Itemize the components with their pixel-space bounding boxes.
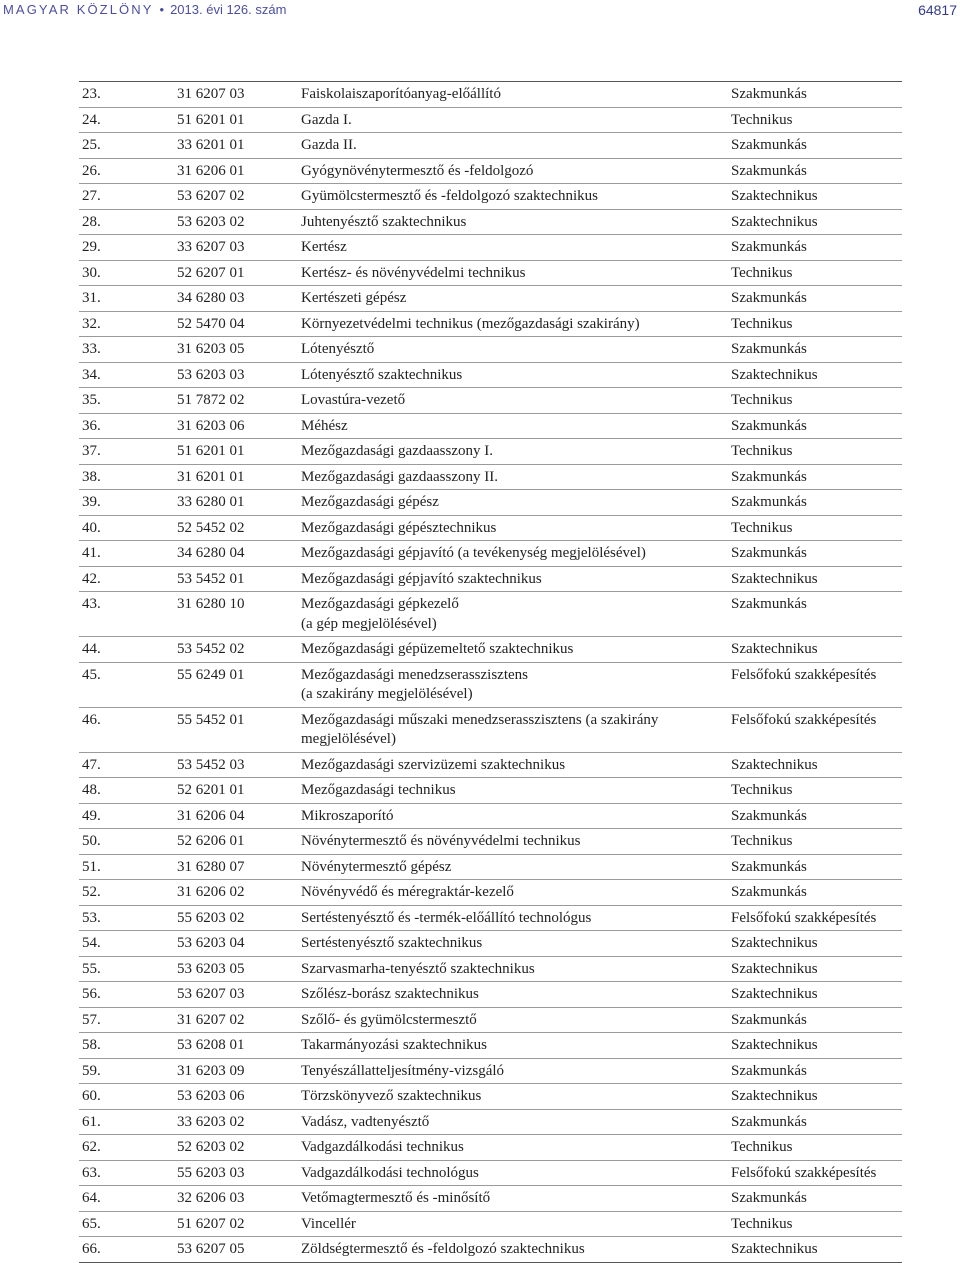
qualification-code: 53 5452 03 (174, 752, 298, 778)
qualification-code: 53 6207 02 (174, 184, 298, 210)
qualification-level: Szakmunkás (728, 880, 902, 906)
qualification-name-line: Növénytermesztő és növényvédelmi technikus (301, 833, 581, 849)
qualification-name-line: Környezetvédelmi technikus (mezőgazdasági szakirány) (301, 315, 640, 332)
qualification-code: 32 6206 03 (174, 1186, 298, 1212)
qualification-name-line: Sertéstenyésztő szaktechnikus (301, 935, 483, 951)
qualification-code: 31 6280 07 (174, 854, 298, 880)
row-number: 23. (79, 82, 174, 108)
qualification-code: 31 6203 05 (174, 337, 298, 363)
row-number: 60. (79, 1084, 174, 1110)
qualification-code: 31 6206 04 (174, 803, 298, 829)
qualification-name (298, 209, 728, 235)
qualification-name-line: Mezőgazdasági műszaki menedzserasszisztens (a szakirány (301, 711, 659, 728)
qualification-name (298, 1160, 728, 1186)
table-row (79, 413, 902, 439)
qualification-code: 31 6206 01 (174, 158, 298, 184)
qualification-name (298, 413, 728, 439)
qualification-level: Szaktechnikus (728, 184, 902, 210)
qualification-code: 52 6207 01 (174, 260, 298, 286)
row-number: 41. (79, 541, 174, 567)
qualification-name-line: Vadgazdálkodási technológus (301, 1164, 479, 1181)
row-number: 25. (79, 133, 174, 159)
qualification-code: 52 5470 04 (174, 311, 298, 337)
qualification-name (298, 752, 728, 778)
qualification-name (298, 778, 728, 804)
qualification-name (298, 982, 728, 1008)
qualification-name-line: Gazda II. (301, 137, 357, 153)
qualification-name (298, 286, 728, 312)
qualification-code: 31 6201 01 (174, 464, 298, 490)
qualification-level: Szakmunkás (728, 286, 902, 312)
qualification-name-line: Mezőgazdasági szervizüzemi szaktechnikus (301, 756, 566, 773)
qualification-name (298, 107, 728, 133)
qualification-code: 31 6206 02 (174, 880, 298, 906)
qualification-code: 51 7872 02 (174, 388, 298, 414)
row-number: 53. (79, 905, 174, 931)
row-number: 48. (79, 778, 174, 804)
row-number: 34. (79, 362, 174, 388)
qualification-name-line: Gyógynövénytermesztő és -feldolgozó (301, 162, 534, 179)
table-row (79, 803, 902, 829)
row-number: 65. (79, 1211, 174, 1237)
qualification-level: Szakmunkás (728, 82, 902, 108)
row-number: 66. (79, 1237, 174, 1263)
qualification-name (298, 158, 728, 184)
qualification-code: 53 6207 03 (174, 982, 298, 1008)
table-row (79, 592, 902, 637)
table-row (79, 286, 902, 312)
table-row (79, 1211, 902, 1237)
row-number: 61. (79, 1109, 174, 1135)
qualification-name-line: Mezőgazdasági gépjavító (a tevékenység megjelölésével) (301, 545, 646, 561)
qualification-code: 53 6208 01 (174, 1033, 298, 1059)
qualification-code: 34 6280 03 (174, 286, 298, 312)
row-number: 30. (79, 260, 174, 286)
qualification-name (298, 662, 728, 707)
qualification-level: Szaktechnikus (728, 362, 902, 388)
table-row (79, 311, 902, 337)
qualification-level: Technikus (728, 1135, 902, 1161)
qualification-code: 55 6203 02 (174, 905, 298, 931)
qualification-name (298, 541, 728, 567)
qualification-level: Technikus (728, 311, 902, 337)
qualification-name-line: Lovastúra-vezető (301, 392, 406, 408)
row-number: 62. (79, 1135, 174, 1161)
table-row (79, 388, 902, 414)
qualification-name (298, 1033, 728, 1059)
qualification-level: Szakmunkás (728, 854, 902, 880)
row-number: 27. (79, 184, 174, 210)
row-number: 54. (79, 931, 174, 957)
qualification-name (298, 184, 728, 210)
page-number: 64817 (918, 2, 957, 18)
qualification-code: 33 6280 01 (174, 490, 298, 516)
qualification-name (298, 235, 728, 261)
qualification-level: Szakmunkás (728, 235, 902, 261)
qualification-code: 52 6206 01 (174, 829, 298, 855)
qualification-code: 33 6203 02 (174, 1109, 298, 1135)
page-header (0, 0, 960, 22)
qualification-name (298, 931, 728, 957)
table-row (79, 1007, 902, 1033)
qualification-name (298, 1058, 728, 1084)
qualification-name-line: Gazda I. (301, 111, 352, 128)
qualification-name-line: megjelölésével) (301, 731, 396, 747)
qualification-name-line: Vetőmagtermesztő és -minősítő (301, 1190, 491, 1206)
qualification-code: 55 6249 01 (174, 662, 298, 707)
qualification-code: 52 6203 02 (174, 1135, 298, 1161)
row-number: 29. (79, 235, 174, 261)
qualification-level: Szakmunkás (728, 1007, 902, 1033)
qualification-level: Szakmunkás (728, 1109, 902, 1135)
row-number: 26. (79, 158, 174, 184)
table-row (79, 956, 902, 982)
qualification-name-line: Vincellér (301, 1215, 356, 1232)
qualification-level: Szaktechnikus (728, 1084, 902, 1110)
qualification-name-line: Növényvédő és méregraktár-kezelő (301, 884, 514, 900)
qualification-level: Szaktechnikus (728, 566, 902, 592)
qualification-level: Szakmunkás (728, 1058, 902, 1084)
qualification-code: 53 6203 02 (174, 209, 298, 235)
qualification-level: Felsőfokú szakképesítés (728, 1160, 902, 1186)
table-row (79, 490, 902, 516)
qualification-name-line: Tenyészállatteljesítmény-vizsgáló (301, 1062, 505, 1079)
table-row (79, 337, 902, 363)
row-number: 33. (79, 337, 174, 363)
qualification-code: 53 5452 01 (174, 566, 298, 592)
qualification-name (298, 490, 728, 516)
qualification-level: Szaktechnikus (728, 637, 902, 663)
row-number: 46. (79, 707, 174, 752)
qualification-name (298, 1237, 728, 1263)
qualification-level: Technikus (728, 778, 902, 804)
qualification-level: Technikus (728, 515, 902, 541)
qualification-level: Szaktechnikus (728, 982, 902, 1008)
qualification-code: 52 6201 01 (174, 778, 298, 804)
table-row (79, 82, 902, 108)
row-number: 58. (79, 1033, 174, 1059)
qualification-name-line: Vadgazdálkodási technikus (301, 1139, 464, 1155)
qualification-level: Szaktechnikus (728, 956, 902, 982)
qualification-name (298, 362, 728, 388)
row-number: 64. (79, 1186, 174, 1212)
row-number: 57. (79, 1007, 174, 1033)
table-row (79, 707, 902, 752)
row-number: 35. (79, 388, 174, 414)
qualification-code: 33 6201 01 (174, 133, 298, 159)
qualification-name (298, 637, 728, 663)
qualification-level: Szakmunkás (728, 490, 902, 516)
qualification-name (298, 1007, 728, 1033)
row-number: 38. (79, 464, 174, 490)
table-row (79, 637, 902, 663)
row-number: 47. (79, 752, 174, 778)
qualification-name-line: Sertéstenyésztő és -termék-előállító technológus (301, 909, 592, 926)
qualification-name-line: Mezőgazdasági gépész (301, 494, 439, 510)
qualification-name-line: Mezőgazdasági menedzserasszisztens (301, 666, 528, 683)
qualification-name-line: Mezőgazdasági gazdaasszony II. (301, 468, 498, 485)
table-row (79, 235, 902, 261)
table-row (79, 439, 902, 465)
qualification-level: Szakmunkás (728, 803, 902, 829)
row-number: 56. (79, 982, 174, 1008)
table-row (79, 1109, 902, 1135)
qualification-code: 51 6207 02 (174, 1211, 298, 1237)
qualification-name-line: Mezőgazdasági gépjavító szaktechnikus (301, 570, 542, 587)
publication-title: MAGYAR KÖZLÖNY (3, 2, 154, 17)
table-row (79, 905, 902, 931)
qualification-level: Technikus (728, 439, 902, 465)
qualification-level: Technikus (728, 829, 902, 855)
table-row (79, 1237, 902, 1263)
qualification-name (298, 905, 728, 931)
row-number: 59. (79, 1058, 174, 1084)
row-number: 52. (79, 880, 174, 906)
qualification-name (298, 854, 728, 880)
row-number: 32. (79, 311, 174, 337)
row-number: 39. (79, 490, 174, 516)
qualification-name-line: Juhtenyésztő szaktechnikus (301, 213, 467, 230)
table-row (79, 541, 902, 567)
table-row (79, 982, 902, 1008)
row-number: 42. (79, 566, 174, 592)
running-head (3, 2, 286, 17)
qualification-name-line: (a gép megjelölésével) (301, 615, 437, 632)
table-body (79, 82, 902, 1263)
qualifications-table (79, 81, 902, 1263)
qualification-name-line: Növénytermesztő gépész (301, 858, 452, 875)
table-row (79, 778, 902, 804)
qualification-code: 53 6203 05 (174, 956, 298, 982)
qualification-code: 31 6280 10 (174, 592, 298, 637)
table-row (79, 133, 902, 159)
row-number: 49. (79, 803, 174, 829)
qualification-name-line: Kertész (301, 239, 347, 255)
table-row (79, 1160, 902, 1186)
table-row (79, 362, 902, 388)
table-row (79, 209, 902, 235)
qualification-code: 55 6203 03 (174, 1160, 298, 1186)
table-row (79, 752, 902, 778)
table-row (79, 1033, 902, 1059)
table-row (79, 1084, 902, 1110)
qualification-name (298, 337, 728, 363)
qualification-level: Szaktechnikus (728, 931, 902, 957)
qualification-code: 51 6201 01 (174, 107, 298, 133)
qualification-code: 51 6201 01 (174, 439, 298, 465)
qualification-name (298, 829, 728, 855)
qualification-name-line: Mikroszaporító (301, 807, 394, 824)
qualification-name-line: Gyümölcstermesztő és -feldolgozó szaktechnikus (301, 188, 598, 204)
table-row (79, 931, 902, 957)
row-number: 55. (79, 956, 174, 982)
qualification-level: Technikus (728, 260, 902, 286)
qualification-name (298, 880, 728, 906)
qualification-name-line: Mezőgazdasági gépüzemeltető szaktechnikus (301, 641, 574, 657)
qualification-name-line: Mezőgazdasági gazdaasszony I. (301, 443, 493, 459)
table-row (79, 1058, 902, 1084)
qualification-level: Szakmunkás (728, 1186, 902, 1212)
qualification-name (298, 1135, 728, 1161)
qualification-name-line: Szőlész-borász szaktechnikus (301, 986, 479, 1002)
qualification-name (298, 1109, 728, 1135)
qualification-code: 53 5452 02 (174, 637, 298, 663)
row-number: 24. (79, 107, 174, 133)
qualification-name-line: Mezőgazdasági gépkezelő (301, 596, 459, 612)
row-number: 28. (79, 209, 174, 235)
qualification-code: 53 6203 04 (174, 931, 298, 957)
qualification-level: Szakmunkás (728, 158, 902, 184)
qualification-level: Szakmunkás (728, 541, 902, 567)
qualification-name (298, 1186, 728, 1212)
qualification-name-line: Mezőgazdasági technikus (301, 782, 456, 798)
qualification-name-line: Szarvasmarha-tenyésztő szaktechnikus (301, 960, 535, 977)
row-number: 40. (79, 515, 174, 541)
qualification-name-line: Törzskönyvező szaktechnikus (301, 1088, 482, 1104)
qualification-code: 55 5452 01 (174, 707, 298, 752)
qualification-level: Felsőfokú szakképesítés (728, 662, 902, 707)
qualification-name (298, 260, 728, 286)
issue-label: 2013. évi 126. szám (170, 2, 287, 17)
qualification-name (298, 1211, 728, 1237)
qualification-level: Szaktechnikus (728, 1237, 902, 1263)
qualification-name-line: Kertész- és növényvédelmi technikus (301, 264, 526, 281)
table-row (79, 566, 902, 592)
row-number: 50. (79, 829, 174, 855)
qualification-code: 53 6207 05 (174, 1237, 298, 1263)
qualification-level: Szakmunkás (728, 464, 902, 490)
qualification-name-line: Szőlő- és gyümölcstermesztő (301, 1011, 477, 1028)
table-row (79, 515, 902, 541)
qualification-code: 31 6207 03 (174, 82, 298, 108)
row-number: 37. (79, 439, 174, 465)
table-row (79, 1186, 902, 1212)
qualification-level: Szakmunkás (728, 133, 902, 159)
qualification-name (298, 707, 728, 752)
qualification-code: 53 6203 06 (174, 1084, 298, 1110)
qualification-name-line: Takarmányozási szaktechnikus (301, 1037, 487, 1053)
qualification-name (298, 133, 728, 159)
qualification-level: Szakmunkás (728, 592, 902, 637)
table-row (79, 260, 902, 286)
qualification-name-line: Vadász, vadtenyésztő (301, 1113, 430, 1130)
qualification-name (298, 464, 728, 490)
qualification-level: Szakmunkás (728, 337, 902, 363)
qualification-level: Technikus (728, 107, 902, 133)
qualification-level: Technikus (728, 388, 902, 414)
qualification-code: 34 6280 04 (174, 541, 298, 567)
qualification-code: 31 6203 06 (174, 413, 298, 439)
table-row (79, 107, 902, 133)
qualification-code: 52 5452 02 (174, 515, 298, 541)
qualification-code: 33 6207 03 (174, 235, 298, 261)
qualification-name-line: Mezőgazdasági gépésztechnikus (301, 519, 497, 536)
row-number: 51. (79, 854, 174, 880)
qualification-name (298, 439, 728, 465)
qualification-code: 31 6203 09 (174, 1058, 298, 1084)
row-number: 45. (79, 662, 174, 707)
table-row (79, 158, 902, 184)
qualification-level: Szaktechnikus (728, 1033, 902, 1059)
table-row (79, 464, 902, 490)
row-number: 44. (79, 637, 174, 663)
qualification-level: Szakmunkás (728, 413, 902, 439)
qualification-code: 53 6203 03 (174, 362, 298, 388)
qualification-name (298, 1084, 728, 1110)
qualification-name-line: Lótenyésztő (301, 341, 375, 357)
qualification-name (298, 82, 728, 108)
qualification-name-line: Faiskolaiszaporítóanyag-előállító (301, 86, 501, 102)
qualification-name (298, 515, 728, 541)
row-number: 31. (79, 286, 174, 312)
qualification-name-line: Lótenyésztő szaktechnikus (301, 366, 463, 383)
qualification-name-line: Méhész (301, 417, 348, 434)
qualification-name (298, 956, 728, 982)
row-number: 43. (79, 592, 174, 637)
table-row (79, 880, 902, 906)
qualification-level: Szaktechnikus (728, 209, 902, 235)
qualification-level: Technikus (728, 1211, 902, 1237)
table-row (79, 662, 902, 707)
qualification-level: Felsőfokú szakképesítés (728, 707, 902, 752)
table-row (79, 829, 902, 855)
qualification-name-line: (a szakirány megjelölésével) (301, 686, 473, 702)
qualification-level: Szaktechnikus (728, 752, 902, 778)
table-row (79, 1135, 902, 1161)
qualification-name (298, 311, 728, 337)
table-row (79, 184, 902, 210)
qualification-level: Felsőfokú szakképesítés (728, 905, 902, 931)
row-number: 36. (79, 413, 174, 439)
qualification-name-line: Zöldségtermesztő és -feldolgozó szaktechnikus (301, 1241, 585, 1257)
table-row (79, 854, 902, 880)
row-number: 63. (79, 1160, 174, 1186)
qualification-name (298, 592, 728, 637)
qualification-name (298, 803, 728, 829)
qualification-name (298, 566, 728, 592)
qualification-name (298, 388, 728, 414)
qualification-code: 31 6207 02 (174, 1007, 298, 1033)
qualification-name-line: Kertészeti gépész (301, 290, 407, 306)
bullet-separator: • (159, 2, 165, 17)
